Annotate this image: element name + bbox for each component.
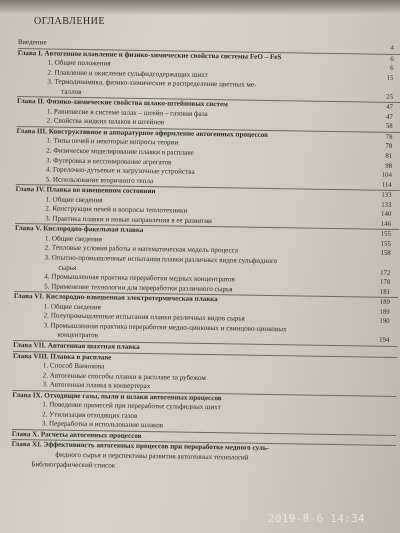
toc-entry-text: 2. Полупромышленные испытания плавки различных видов сырья — [43, 311, 245, 323]
toc-entry-text: Глава IV. Плавка во взвешенном состоянии — [15, 185, 156, 196]
toc-entry-text: Введение — [17, 38, 47, 47]
toc-entry-text: Глава VIII. Плавка в расплаве — [12, 351, 112, 362]
toc-entry-text: 3. Термодинамика, физико-химические и распределение цветных ме- — [47, 77, 257, 89]
toc-entry-text: Глава II. Физико-химические свойства шлако-штейновых систем — [16, 97, 229, 109]
toc-entry-text: 2. Свойства жидких шлаков и штейнов — [46, 116, 165, 127]
toc-entry-text: 4. Промышленная практика переработки медных концентратов — [44, 272, 235, 284]
toc-page-number: 178 — [379, 278, 391, 287]
toc-entry-text: 3. Футеровка и кессонирование агрегатов — [46, 156, 172, 166]
toc-page-number: 6 — [390, 64, 394, 72]
toc-page-number: 78 — [385, 133, 393, 141]
toc-entry-text: таллов — [61, 87, 82, 96]
toc-entry-text: Глава IX. Отходящие газы, пыли и шлаки автогенных процессов — [12, 390, 222, 402]
toc-entry-text: 1. Общие сведения — [45, 195, 103, 205]
toc-page-number: 133 — [381, 201, 392, 209]
toc-page-number: 25 — [386, 93, 394, 101]
toc-page-number: 190 — [379, 318, 390, 326]
toc-entry-text: Глава XI. Эффективность автогенных процессов при переработке медного суль- — [11, 440, 270, 453]
toc-entry-text: Глава I. Автогенное плавление и физико-химические свойства системы FeO – FeS — [17, 48, 282, 61]
toc-title: ОГЛАВЛЕНИЕ — [34, 16, 105, 27]
toc-entry-text: 5. Использование вторичного тепла — [45, 175, 154, 185]
toc-entry-text: концентратов — [57, 331, 99, 340]
toc-entry-text: 2. Конструкция печей и вопросы теплотехники — [45, 204, 188, 215]
toc-entry-text: 2. Тепловые условия работы и математическая модель процесса — [44, 243, 239, 255]
toc-page-number: 140 — [381, 211, 392, 219]
toc-page-number: 15 — [386, 74, 394, 82]
toc-page-number: 189 — [379, 298, 390, 307]
toc-page-number: 155 — [380, 231, 392, 239]
toc-entry-text: 5. Применение технологии для переработки различного сырья — [44, 282, 233, 294]
toc-entry-text: 3. Промышленная практика переработки медно-цинковых и свинцово-цинковых — [43, 321, 287, 334]
toc-page-number: 155 — [380, 240, 391, 248]
toc-page-number: 58 — [385, 123, 393, 131]
toc-list — [11, 38, 400, 475]
photo-timestamp: 2019-8-6 14:34 — [268, 512, 365, 525]
toc-entry-text: Глава III. Конструктивное и аппаратурное оформление автогенных процессов — [16, 126, 268, 139]
toc-page-number: 189 — [379, 308, 390, 316]
toc-entry-text: 4. Горелочно-дутьевые и загрузочные устройства — [45, 165, 195, 176]
toc-entry-text: 1. Равновесие в системе шлак – штейн – газовая фаза — [46, 107, 208, 118]
toc-entry-text: 3. Практика плавки и новые направления в ее развитии — [45, 214, 212, 225]
toc-entry-text: 1. Типы печей и некоторые вопросы теории — [46, 136, 179, 147]
toc-entry-text: 1. Способ Ванюкова — [42, 361, 105, 371]
toc-page-number: 194 — [379, 337, 390, 345]
toc-entry-text: фидного сырья и перспективы развития автогенных технологий — [55, 450, 249, 462]
toc-entry-text: 1. Общие сведения — [43, 302, 101, 312]
toc-page-number: 172 — [380, 269, 391, 277]
toc-entry-text: 3. Опытно-промышленные испытания плавки различных видов сульфидного — [44, 253, 278, 266]
toc-page-number: 181 — [379, 288, 391, 296]
toc-entry-text: 1. Поведение примесей при переработке сульфидных шихт — [42, 400, 221, 412]
toc-page-number: 133 — [381, 191, 392, 200]
toc-entry-text: 1. Общие сведения — [44, 234, 103, 244]
toc-entry-text: 3. Переработка и использование шлаков — [41, 419, 164, 430]
toc-entry-text: Глава VI. Кислородно-взвешенная электротермическая плавка — [13, 292, 218, 304]
toc-entry-text: 2. Утилизация отходящих газов — [42, 410, 138, 420]
toc-entry-text: сырья — [58, 263, 77, 272]
toc-entry-text: Глава X. Расчеты автогенных процессов — [11, 429, 142, 440]
toc-page-number: 146 — [380, 220, 392, 228]
toc-page-number: 47 — [385, 113, 393, 121]
toc-entry-text: 2. Автогенные способы плавки в расплаве за рубежом — [42, 371, 206, 382]
toc-page-number: 6 — [390, 55, 394, 63]
toc-entry-text: Библиографический список — [31, 459, 116, 470]
toc-page-number: 158 — [380, 250, 391, 258]
toc-entry-text: 2. Физическое моделирование плавки в расплаве — [46, 146, 194, 157]
page-top-shadow — [0, 0, 400, 14]
toc-page-number: 47 — [386, 104, 394, 112]
toc-entry-text: 1. Общие положения — [47, 58, 111, 68]
toc-entry-text: Глава V. Кислородно-факельная плавка — [14, 224, 144, 235]
toc-entry-text: 2. Плавление и окисление сульфидсодержащих шихт — [47, 68, 208, 79]
toc-entry-text: 3. Автогенная плавка в конвертерах — [42, 380, 151, 391]
toc-page-number: 98 — [385, 162, 393, 170]
toc-page-number: 104 — [381, 171, 392, 179]
toc-entry-text: Глава VII. Автогенная шахтная плавка — [13, 340, 140, 351]
toc-page-number: 81 — [385, 152, 393, 160]
toc-page-number: 4 — [390, 44, 394, 52]
toc-page-number: 114 — [381, 181, 392, 189]
toc-page-number: 78 — [385, 143, 393, 151]
